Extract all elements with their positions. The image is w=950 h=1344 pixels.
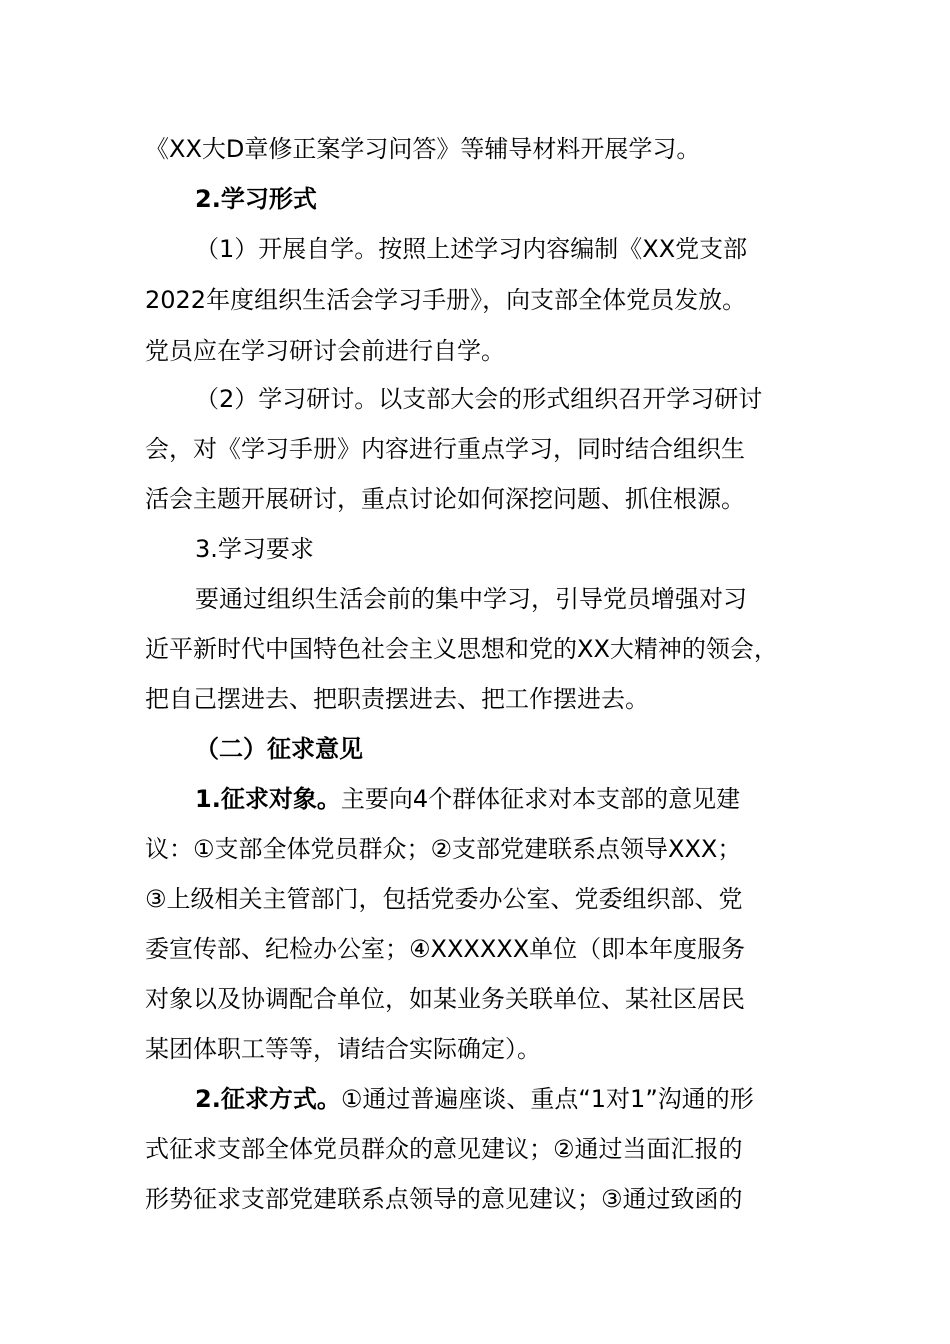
paragraph-line: ③上级相关主管部门，包括党委办公室、党委组织部、党: [145, 885, 743, 913]
item-text: ①通过普遍座谈、重点“1对1”沟通的形: [340, 1085, 754, 1113]
paragraph-line: 议：①支部全体党员群众；②支部党建联系点领导XXX；: [145, 835, 742, 863]
section-heading: 3.学习要求: [195, 535, 314, 563]
paragraph-line: 会，对《学习手册》内容进行重点学习，同时结合组织生: [145, 435, 745, 463]
paragraph-line: 式征求支部全体党员群众的意见建议；②通过当面汇报的: [145, 1135, 743, 1163]
paragraph-line: 要通过组织生活会前的集中学习，引导党员增强对习: [195, 585, 747, 613]
section-heading: （二）征求意见: [195, 735, 363, 763]
paragraph-line: 党员应在学习研讨会前进行自学。: [145, 337, 505, 365]
paragraph-line: 《XX大D章修正案学习问答》等辅导材料开展学习。: [145, 135, 701, 163]
paragraph-line: 形势征求支部党建联系点领导的意见建议；③通过致函的: [145, 1185, 743, 1213]
item-text: 主要向4个群体征求对本支部的意见建: [340, 785, 741, 813]
paragraph-line: 近平新时代中国特色社会主义思想和党的XX大精神的领会，: [145, 635, 778, 663]
paragraph-line: 活会主题开展研讨，重点讨论如何深挖问题、抓住根源。: [145, 485, 745, 513]
paragraph-line: [195, 1084, 754, 1114]
item-lead: 1.征求对象。: [195, 785, 341, 813]
paragraph-line: （1）开展自学。按照上述学习内容编制《XX党支部: [195, 235, 748, 263]
section-heading: 2.学习形式: [195, 185, 317, 213]
item-lead: 2.征求方式。: [195, 1085, 341, 1113]
paragraph-line: 委宣传部、纪检办公室；④XXXXXX单位（即本年度服务: [145, 935, 746, 963]
paragraph-line: 某团体职工等等，请结合实际确定）。: [145, 1035, 541, 1063]
paragraph-line: 对象以及协调配合单位，如某业务关联单位、某社区居民: [145, 985, 745, 1013]
paragraph-line: 2022年度组织生活会学习手册》，向支部全体党员发放。: [145, 286, 747, 314]
paragraph-line: 把自己摆进去、把职责摆进去、把工作摆进去。: [145, 685, 649, 713]
paragraph-line: （2）学习研讨。以支部大会的形式组织召开学习研讨: [195, 385, 763, 413]
paragraph-line: [195, 784, 740, 814]
